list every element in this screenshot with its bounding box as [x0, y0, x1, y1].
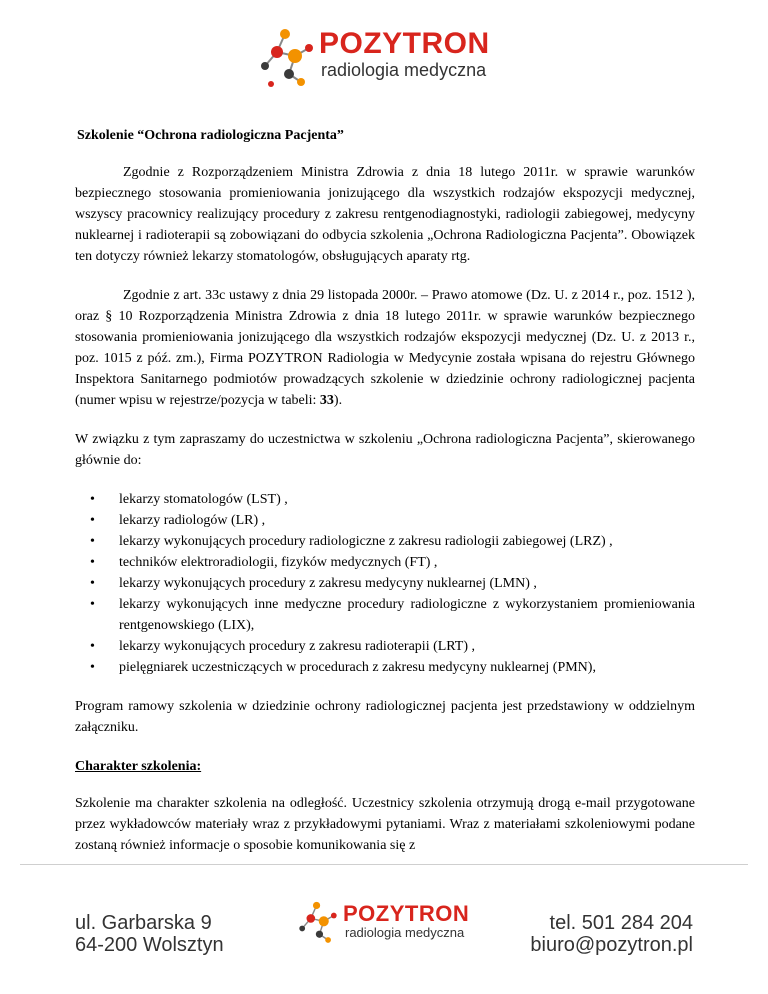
bullet-icon: • — [90, 576, 95, 591]
paragraph-1: Zgodnie z Rozporządzeniem Ministra Zdrowia z dnia 18 lutego 2011r. w sprawie warunków bezpiecznego stosowania promieniowania jonizującego dla wszystkich rodzajów ekspozycji medycznej, wszyscy pracownicy realizujący procedury z zakresu rentgenodiagnostyki, radiologii zabiegowej, medycyny nuklearnej i radioterapii są zobowiązani do odbycia szkolenia „Ochrona Radiologiczna Pacjenta”. Obowiązek ten dotyczy również lekarzy stomatologów, obsługujących aparaty rtg. — [75, 165, 695, 264]
contact-phone: tel. 501 284 204 — [549, 912, 693, 934]
footer-contact — [530, 912, 693, 956]
section-heading: Charakter szkolenia: — [75, 759, 202, 774]
bullet-icon: • — [90, 597, 95, 612]
registry-number: 33 — [319, 393, 334, 408]
paragraph-2-text: Zgodnie z art. 33c ustawy z dnia 29 listopada 2000r. – Prawo atomowe (Dz. U. z 2014 r., poz. 1512 ), oraz § 10 Rozporządzenia Ministra Zdrowia z dnia 18 lutego 2011r. w sprawie warunków bezpiecznego stosowania promieniowania jonizującego dla wszystkich rodzajów ekspozycji medycznej (Dz. U. z 2013 r., poz. 1015 z póź. zm.), Firma POZYTRON Radiologia w Medycynie została wpisana do rejestru Głównego Inspektora Sanitarnego podmiotów prowadzących szkolenie w dziedzinie ochrony radiologicznej pacjenta (numer wpisu w rejestrze/pozycja w tabeli: — [75, 288, 695, 408]
list-item: • lekarzy wykonujących inne medyczne procedury radiologiczne z wykorzystaniem promieniowania rentgenowskiego (LIX), — [119, 594, 695, 636]
footer — [0, 880, 768, 970]
list-item: • lekarzy radiologów (LR) , — [119, 510, 695, 531]
header-tagline: radiologia medyczna — [321, 60, 487, 80]
list-item: • lekarzy stomatologów (LST) , — [119, 489, 695, 510]
footer-tagline: radiologia medyczna — [345, 925, 465, 940]
footer-brand: POZYTRON — [343, 901, 470, 926]
paragraph-3: W związku z tym zapraszamy do uczestnictwa w szkoleniu „Ochrona radiologiczna Pacjenta”, skierowanego głównie do: — [75, 432, 695, 468]
header-brand: POZYTRON — [319, 27, 490, 60]
molecule-icon — [295, 896, 341, 948]
list-item: • lekarzy wykonujących procedury radiologiczne z zakresu radiologii zabiegowej (LRZ) , — [119, 531, 695, 552]
document-title: Szkolenie “Ochrona radiologiczna Pacjenta” — [77, 128, 344, 143]
paragraph-5: Szkolenie ma charakter szkolenia na odległość. Uczestnicy szkolenia otrzymują drogą e-mail przygotowane przez wykładowców materiały wraz z przykładowymi pytaniami. Wraz z materiałami szkoleniowymi podane zostaną również informacje o sposobie komunikowania się z — [75, 796, 695, 853]
paragraph-2 — [75, 285, 695, 411]
bullet-icon: • — [90, 534, 95, 549]
footer-logo — [295, 896, 485, 956]
footer-address — [75, 912, 224, 956]
list-item: • pielęgniarek uczestniczących w procedurach z zakresu medycyny nuklearnej (PMN), — [119, 657, 695, 678]
paragraph-4: Program ramowy szkolenia w dziedzinie ochrony radiologicznej pacjenta jest przedstawiony w oddzielnym załączniku. — [75, 699, 695, 735]
header-logo — [255, 22, 535, 97]
list-item: • techników elektroradiologii, fizyków medycznych (FT) , — [119, 552, 695, 573]
paragraph-2-end: ). — [333, 393, 343, 408]
address-street: ul. Garbarska 9 — [75, 912, 212, 934]
bullet-icon: • — [90, 513, 95, 528]
audience-list — [75, 489, 695, 678]
bullet-icon: • — [90, 555, 95, 570]
bullet-icon: • — [90, 492, 95, 507]
footer-divider — [20, 864, 748, 865]
contact-email: biuro@pozytron.pl — [530, 934, 693, 956]
molecule-icon — [255, 22, 319, 92]
bullet-icon: • — [90, 639, 95, 654]
list-item: • lekarzy wykonujących procedury z zakresu radioterapii (LRT) , — [119, 636, 695, 657]
list-item: • lekarzy wykonujących procedury z zakresu medycyny nuklearnej (LMN) , — [119, 573, 695, 594]
bullet-icon: • — [90, 660, 95, 675]
document-body — [75, 125, 695, 856]
address-city: 64-200 Wolsztyn — [75, 934, 224, 956]
